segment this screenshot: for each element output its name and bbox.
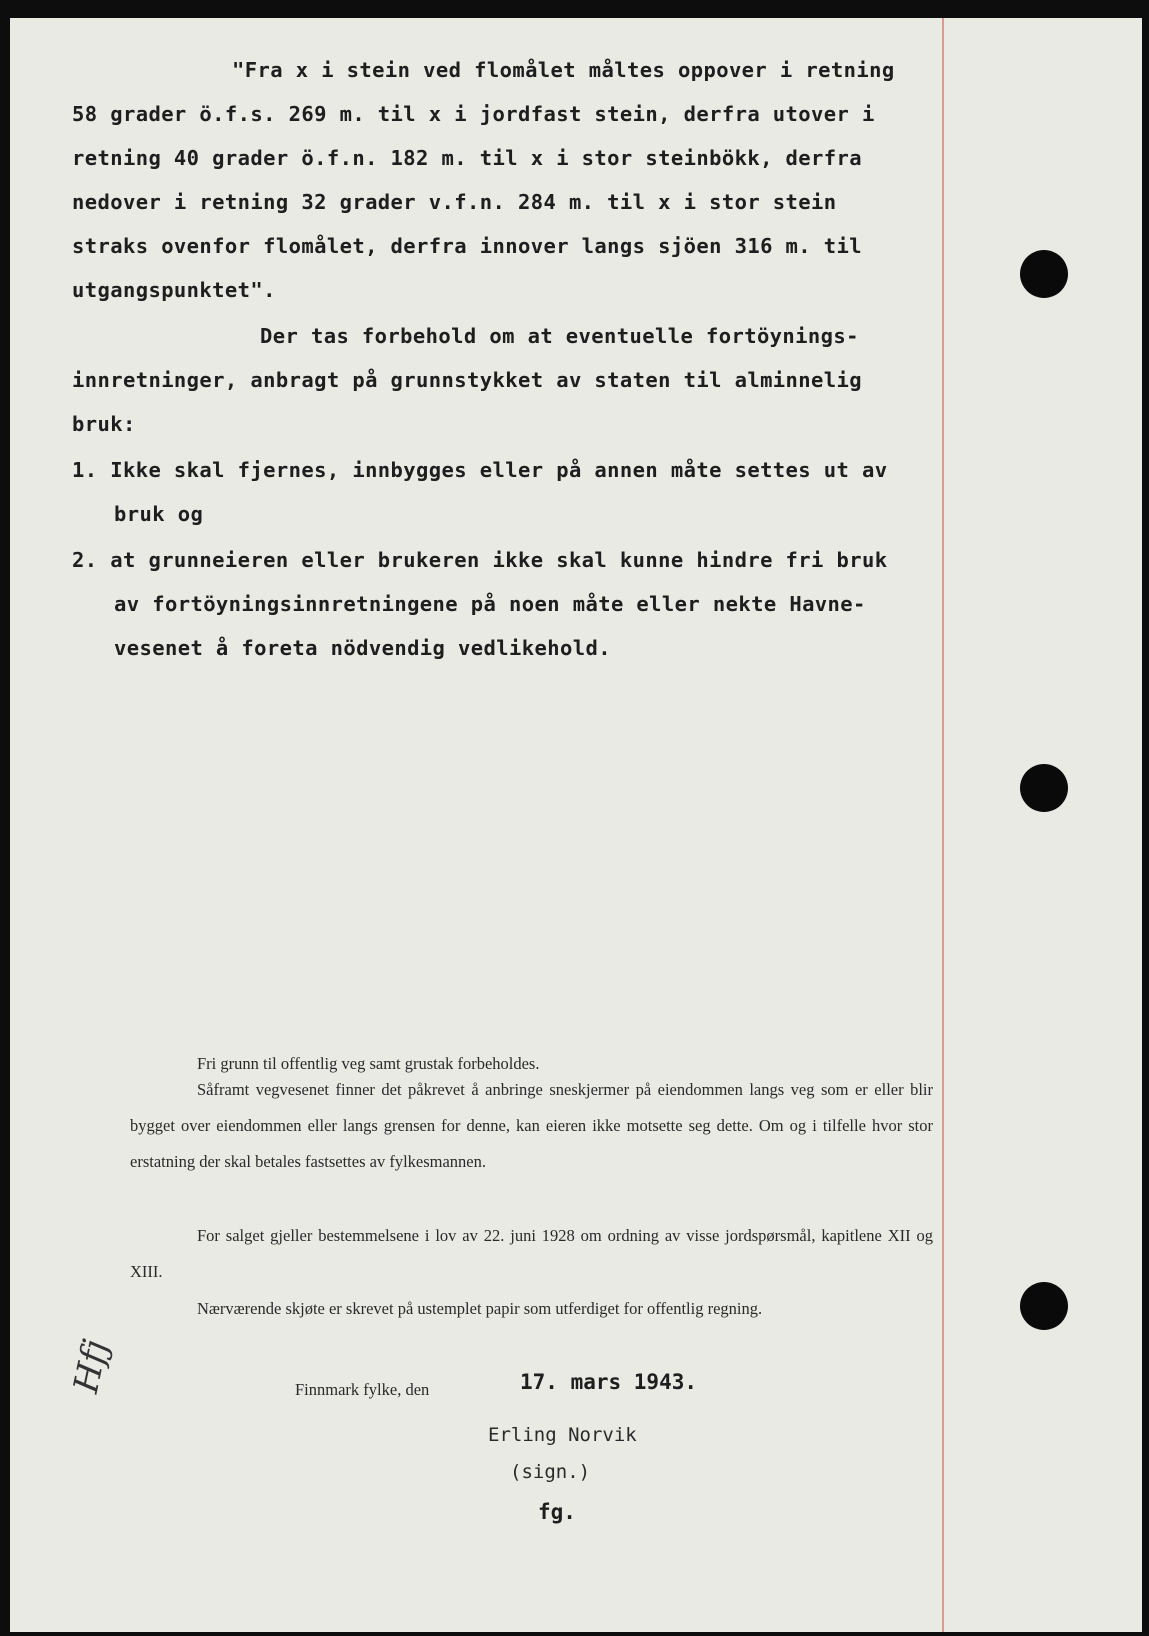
typed-line: "Fra x i stein ved flomålet måltes oppover i retning: [232, 58, 895, 82]
place-label: Finnmark fylke, den: [295, 1380, 430, 1399]
list-item-1-cont: bruk og: [114, 502, 204, 526]
punch-hole: [1020, 250, 1068, 298]
list-item-2-cont: vesenet å foreta nödvendig vedlikehold.: [114, 636, 611, 660]
list-item-2: 2. at grunneieren eller brukeren ikke skal kunne hindre fri bruk: [72, 548, 888, 572]
typed-line: straks ovenfor flomålet, derfra innover langs sjöen 316 m. til: [72, 234, 863, 258]
typed-line: 58 grader ö.f.s. 269 m. til x i jordfast stein, derfra utover i: [72, 102, 875, 126]
punch-hole: [1020, 1282, 1068, 1330]
sign-note: (sign.): [510, 1461, 591, 1483]
typed-line: innretninger, anbragt på grunnstykket av staten til alminnelig: [72, 368, 863, 392]
margin-initials: Hfj: [66, 1336, 117, 1397]
fg-mark: fg.: [538, 1500, 576, 1524]
document-page: [10, 18, 1142, 1632]
punch-hole: [1020, 764, 1068, 812]
list-item-1: 1. Ikke skal fjernes, innbygges eller på annen måte settes ut av: [72, 458, 888, 482]
date: 17. mars 1943.: [520, 1370, 698, 1394]
printed-paragraph: Nærværende skjøte er skrevet på ustemplet papir som utferdiget for offentlig regning.: [197, 1299, 763, 1318]
typed-line: nedover i retning 32 grader v.f.n. 284 m. til x i stor stein: [72, 190, 837, 214]
typed-line: Der tas forbehold om at eventuelle fortöynings-: [260, 324, 859, 348]
typed-line: utgangspunktet".: [72, 278, 276, 302]
printed-paragraph: For salget gjeller bestemmelsene i lov av 22. juni 1928 om ordning av visse jordspørsmål, kapitlene XII og XIII.: [130, 1226, 933, 1281]
printed-paragraph: Fri grunn til offentlig veg samt grustak forbeholdes.: [197, 1054, 540, 1073]
signatory-name: Erling Norvik: [488, 1424, 637, 1446]
typed-line: retning 40 grader ö.f.n. 182 m. til x i stor steinbökk, derfra: [72, 146, 863, 170]
margin-rule: [942, 18, 944, 1632]
typed-line: bruk:: [72, 412, 136, 436]
printed-paragraph: Såframt vegvesenet finner det påkrevet å anbringe sneskjermer på eiendommen langs veg som er eller blir bygget over eiendommen eller langs grensen for denne, kan eieren ikke motsette seg dette. Om og i tilfelle hvor stor erstatning der skal betales fastsettes av fylkesmannen.: [130, 1080, 933, 1171]
list-item-2-cont: av fortöyningsinnretningene på noen måte eller nekte Havne-: [114, 592, 866, 616]
